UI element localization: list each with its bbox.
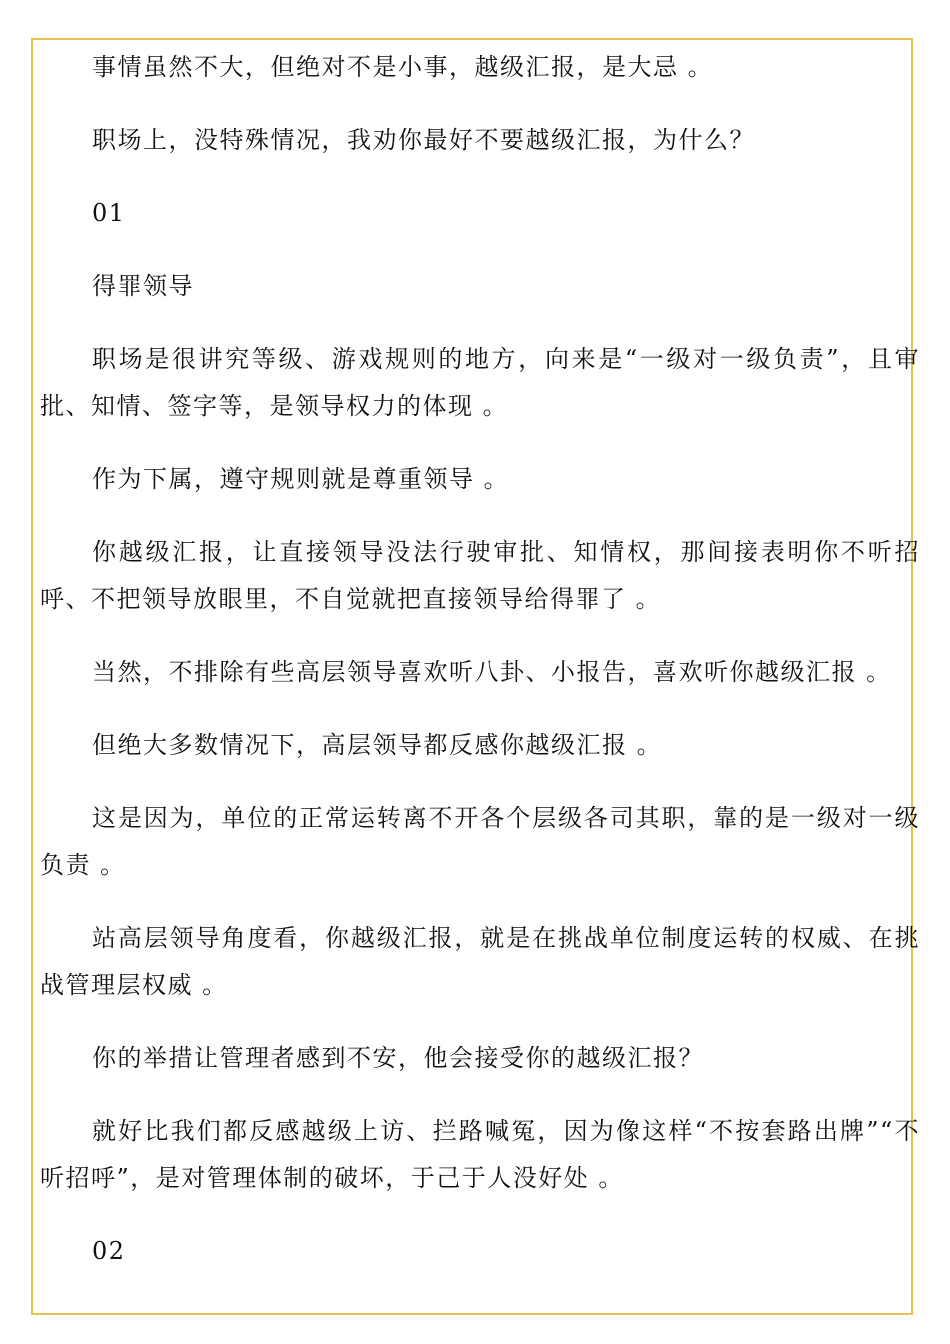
paragraph: 你越级汇报，让直接领导没法行驶审批、知情权，那间接表明你不听招呼、不把领导放眼里，不自觉就把直接领导给得罪了 。 xyxy=(40,538,920,613)
paragraph: 当然，不排除有些高层领导喜欢听八卦、小报告，喜欢听你越级汇报 。 xyxy=(92,658,892,686)
paragraph: 但绝大多数情况下，高层领导都反感你越级汇报 。 xyxy=(92,731,663,759)
document-body xyxy=(40,44,920,1275)
section-heading: 得罪领导 xyxy=(92,272,194,300)
paragraph: 站高层领导角度看，你越级汇报，就是在挑战单位制度运转的权威、在挑战管理层权威 。 xyxy=(40,924,920,999)
paragraph: 你的举措让管理者感到不安，他会接受你的越级汇报？ xyxy=(92,1044,704,1072)
paragraph: 就好比我们都反感越级上访、拦路喊冤，因为像这样“不按套路出牌”“不听招呼”，是对管理体制的破坏，于己于人没好处 。 xyxy=(40,1117,920,1192)
section-number: 01 xyxy=(92,199,126,227)
paragraph: 职场上，没特殊情况，我劝你最好不要越级汇报，为什么？ xyxy=(92,126,755,154)
paragraph: 这是因为，单位的正常运转离不开各个层级各司其职，靠的是一级对一级负责 。 xyxy=(40,804,920,879)
paragraph: 职场是很讲究等级、游戏规则的地方，向来是“一级对一级负责”，且审批、知情、签字等，是领导权力的体现 。 xyxy=(40,345,920,420)
section-number: 02 xyxy=(92,1237,126,1265)
paragraph: 作为下属，遵守规则就是尊重领导 。 xyxy=(92,465,510,493)
paragraph: 事情虽然不大，但绝对不是小事，越级汇报，是大忌 。 xyxy=(92,53,714,81)
